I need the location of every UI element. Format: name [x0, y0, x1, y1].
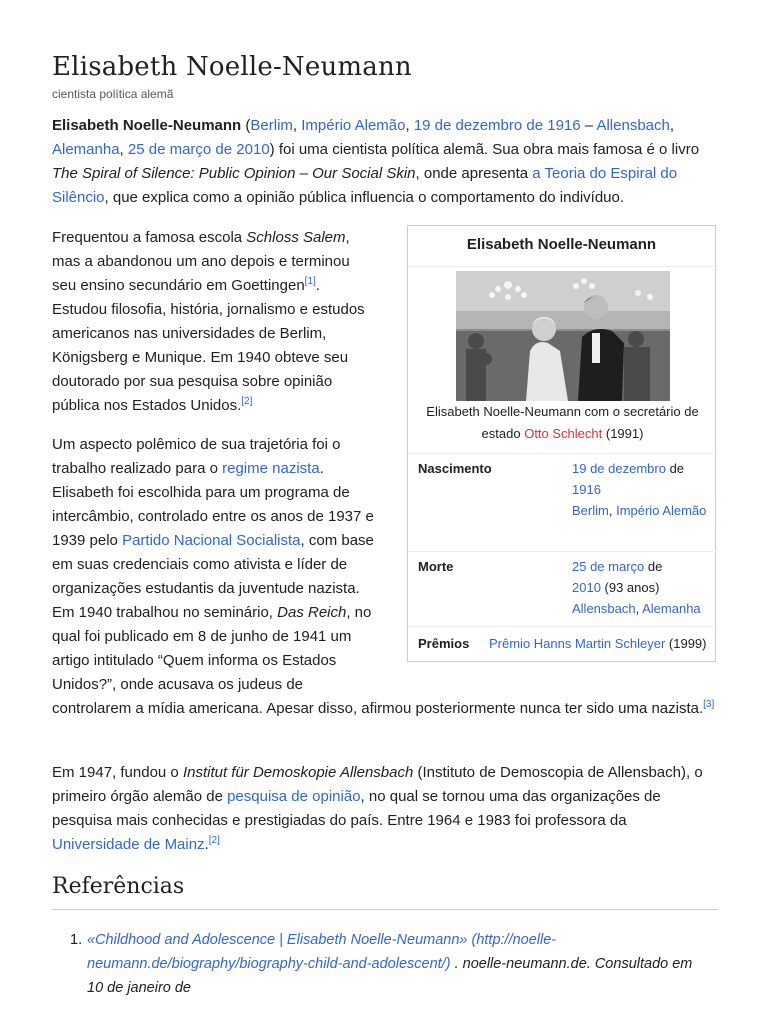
text: , — [292, 117, 302, 134]
link-birth-date[interactable]: 19 de dezembro — [572, 461, 666, 476]
text: ) foi uma cientista política alemã. Sua obra mais famosa é o livro — [269, 141, 700, 158]
infobox-photo[interactable] — [456, 271, 670, 401]
infobox-title: Elisabeth Noelle-Neumann — [408, 226, 715, 267]
subject-name: Elisabeth Noelle-Neumann — [52, 117, 242, 134]
text: , mas a abandonou um ano depois e terminou seu ensino secundário em Goettingen — [52, 229, 350, 294]
birth-value — [572, 458, 712, 521]
references-heading: Referências — [52, 874, 718, 910]
link-regime-nazista[interactable]: regime nazista — [222, 460, 320, 477]
photo-graphic — [456, 271, 670, 401]
infobox-row-death — [408, 551, 717, 627]
reference-text: . noelle-neumann.de. Consultado em 10 de janeiro de — [87, 956, 693, 996]
link-award[interactable]: Prêmio Hanns Martin Schleyer — [489, 636, 666, 651]
link-birth-year[interactable]: 1916 — [572, 482, 601, 497]
link-death-place1[interactable]: Allensbach — [572, 601, 636, 616]
link-spiral-theory[interactable]: a Teoria do Espiral do Silêncio — [52, 165, 678, 206]
text: (1991) — [602, 426, 644, 441]
infobox-caption — [408, 401, 717, 445]
text: , no qual se tornou uma das organizações de pesquisa mais conhecidas e prestigiadas do país. Entre 1964 e 1983 foi professora da — [52, 788, 661, 829]
text: , — [669, 117, 675, 134]
text: (93 anos) — [600, 580, 660, 595]
text: ( — [241, 117, 251, 134]
link-allensbach[interactable]: Allensbach — [596, 117, 670, 134]
link-alemanha[interactable]: Alemanha — [52, 141, 120, 158]
link-imperio-alemao[interactable]: Império Alemão — [301, 117, 406, 134]
link-pesquisa-de-opiniao[interactable]: pesquisa de opinião — [227, 788, 361, 805]
link-partido-nacional-socialista[interactable]: Partido Nacional Socialista — [122, 532, 301, 549]
link-birthdate[interactable]: 19 de dezembro de 1916 — [413, 117, 581, 134]
text: Elisabeth Noelle-Neumann com o secretário de estado — [426, 404, 699, 441]
text: controlarem a mídia americana. Apesar disso, afirmou posteriormente nunca ter sido uma nazista. — [52, 700, 704, 717]
text: de — [644, 559, 663, 574]
text: . Elisabeth foi escolhida para um programa de intercâmbio, controlado entre os anos de 1937 e 1939 pelo — [52, 460, 374, 549]
controversy-paragraph — [52, 433, 377, 697]
reference-number: 1. — [70, 932, 83, 948]
link-death-place2[interactable]: Alemanha — [642, 601, 701, 616]
link-death-date[interactable]: 25 de março — [572, 559, 645, 574]
text: , que explica como a opinião pública influencia o comportamento do indivíduo. — [104, 189, 625, 206]
ref-link-1[interactable]: [1] — [304, 276, 316, 287]
text: Em 1947, fundou o — [52, 764, 183, 781]
text: , — [635, 601, 643, 616]
ref-link-2[interactable]: [2] — [241, 396, 253, 407]
page-subtitle: cientista política alemã — [52, 87, 174, 101]
link-universidade-de-mainz[interactable]: Universidade de Mainz — [52, 836, 205, 853]
link-death-year[interactable]: 2010 — [572, 580, 601, 595]
link-otto-schlecht[interactable]: Otto Schlecht — [524, 426, 603, 441]
page-title: Elisabeth Noelle-Neumann — [52, 52, 412, 82]
education-paragraph — [52, 226, 368, 418]
text: , com base em suas credenciais como ativista e líder de organizações estudantis da juventude nazista. Em 1940 trabalhou no seminário, — [52, 532, 374, 621]
text: Frequentou a famosa escola — [52, 229, 247, 246]
link-birth-place2[interactable]: Império Alemão — [616, 503, 707, 518]
institute-paragraph — [52, 761, 718, 857]
text: , — [119, 141, 128, 158]
infobox-row-awards — [408, 626, 717, 663]
infobox-row-birth — [408, 453, 717, 552]
text: (Instituto de Demoscopia de Allensbach), o primeiro órgão alemão de — [52, 764, 703, 805]
text: de — [665, 461, 685, 476]
text: , no qual foi publicado em 8 de junho de 1941 um artigo intitulado “Quem informa os Estados Unidos?”, onde acusava os judeus de — [52, 604, 372, 693]
birth-label: Nascimento — [418, 461, 492, 476]
awards-value — [489, 633, 717, 654]
death-label: Morte — [418, 559, 454, 574]
text: . Estudou filosofia, história, jornalismo e estudos americanos nas universidades de Berlim, Königsberg e Munique. Em 1940 obteve seu doutorado por sua pesquisa sobre opinião pública nos Estados Unidos. — [52, 277, 365, 414]
infobox — [407, 225, 716, 662]
text: , — [608, 503, 617, 518]
references-list — [52, 928, 702, 1000]
institut-name: Institut für Demoskopie Allensbach — [182, 764, 414, 781]
reference-link[interactable]: «Childhood and Adolescence | Elisabeth Noelle-Neumann» (http://noelle-neumann.de/biography/biography-child-and-adolescent/) — [87, 932, 557, 972]
link-birth-place1[interactable]: Berlim — [572, 503, 609, 518]
text: , — [405, 117, 414, 134]
link-berlim[interactable]: Berlim — [250, 117, 293, 134]
ref-link-3[interactable]: [3] — [703, 699, 715, 710]
text: Um aspecto polêmico de sua trajetória foi o trabalho realizado para o — [52, 436, 341, 477]
text: (1999) — [665, 636, 707, 651]
link-deathdate[interactable]: 25 de março de 2010 — [127, 141, 270, 158]
awards-label: Prêmios — [418, 636, 470, 651]
das-reich: Das Reich — [277, 604, 347, 621]
text: . — [204, 836, 209, 853]
death-value — [572, 556, 712, 619]
reference-item — [52, 928, 702, 1000]
text: – — [580, 117, 597, 134]
intro-paragraph — [52, 114, 718, 210]
school-name: Schloss Salem — [246, 229, 346, 246]
text: , onde apresenta — [415, 165, 533, 182]
controversy-paragraph-continued — [52, 697, 718, 721]
book-title: The Spiral of Silence: Public Opinion – Our Social Skin — [52, 165, 416, 182]
ref-link-2b[interactable]: [2] — [208, 835, 220, 846]
